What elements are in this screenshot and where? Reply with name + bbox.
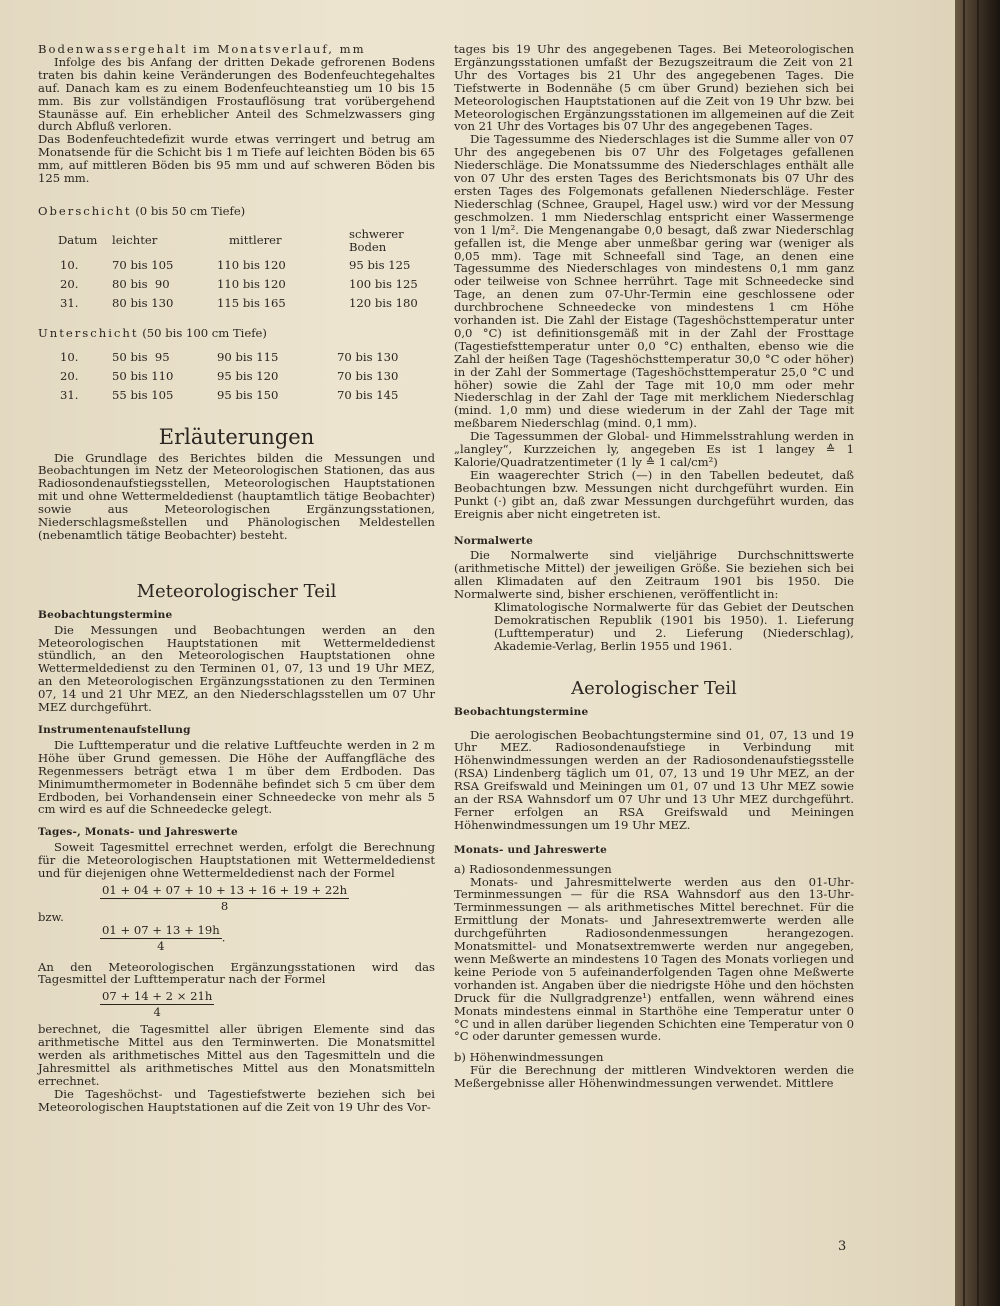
cell-date: 10. [60, 349, 79, 364]
symbols-paragraph: Ein waagerechter Strich (—) in den Tabellen bedeutet, daß Beobachtungen bzw. Messungen nicht durchgeführt wurden. Ein Punkt (·) gibt an, daß zwar Messungen durchgeführt wurden, das Ereignis aber nicht eingetreten ist. [454, 467, 854, 521]
observation-times-paragraph: Die Messungen und Beobachtungen werden an den Meteorologischen Hauptstationen mit Wettermeldedienst stündlich, an den Meteorologischen Hauptstationen ohne Wettermeldedienst zu den Terminen 01, 07, 13 und 19 Uhr MEZ, an den Meteorologischen Ergänzungsstationen zu den Terminen 07, 14 und 21 Uhr MEZ, an den Niederschlagsstellen um 07 Uhr MEZ durchgeführt. [38, 622, 435, 715]
cell-light: 50 bis 95 [112, 349, 170, 364]
lower-layer-depth: (50 bis 100 cm Tiefe) [142, 325, 267, 340]
header-light: leichter [112, 233, 158, 248]
upper-layer-depth: (0 bis 50 cm Tiefe) [135, 203, 246, 218]
cell-medium: 95 bis 150 [217, 387, 279, 402]
soil-paragraph-1: Infolge des bis Anfang der dritten Dekade gefrorenen Bodens traten bis dahin keine Veränderungen des Bodenfeuchtegehaltes auf. Danach kam es zu einem Bodenfeuchteanstieg um 10 bis 15 mm. Bis zur vollständigen Frostauflösung trat vorübergehend Staunässe auf. Ein erheblicher Anteil des Schmelzwassers ging durch Abfluß verloren. [38, 54, 435, 134]
cell-medium: 110 bis 120 [217, 276, 286, 291]
supplementary-stations-paragraph: An den Meteorologischen Ergänzungsstationen wird das Tagesmittel der Lufttemperatur nach der Formel [38, 959, 435, 987]
normal-values-paragraph: Die Normalwerte sind vieljährige Durchschnittswerte (arithmetische Mittel) der jeweiligen Größe. Sie beziehen sich bei allen Klimadaten auf den Zeitraum 1901 bis 1950. Die Normalwerte sind, bisher erschienen, veröffentlicht in: [454, 548, 854, 602]
left-column [38, 43, 435, 1113]
table-row [58, 386, 398, 405]
table-row [58, 275, 435, 294]
daily-values-heading: Tages-, Monats- und Jahreswerte [38, 826, 238, 839]
meteorological-part-heading: Meteorologischer Teil [136, 580, 337, 602]
formula-4-terms [38, 924, 435, 953]
radiation-paragraph: Die Tagessummen der Global- und Himmelsstrahlung werden in „langley“, Kurzzeichen ly, angegeben Es ist 1 langey ≙ 1 Kalorie/Quadratzentimeter (1 ly ≙ 1 cal/cm²) [454, 429, 854, 469]
cell-light: 70 bis 105 [112, 257, 174, 272]
lower-layer-caption [38, 327, 435, 340]
aerological-part-heading: Aerologischer Teil [571, 677, 737, 699]
fraction-denominator: 4 [153, 1005, 161, 1020]
spine-fold-line [977, 0, 979, 1306]
instrument-setup-heading: Instrumentenaufstellung [38, 724, 191, 736]
cell-heavy: 70 bis 130 [337, 349, 399, 364]
cell-date: 20. [60, 368, 79, 383]
header-datum: Datum [58, 233, 98, 248]
header-medium: mittlerer [229, 233, 282, 248]
fraction [100, 990, 214, 1019]
cell-medium: 110 bis 120 [217, 257, 286, 272]
spine-fold-line [963, 0, 965, 1306]
cell-light: 50 bis 110 [112, 368, 174, 383]
fraction-numerator: 01 + 07 + 13 + 19h [102, 922, 220, 937]
table-row [58, 367, 398, 386]
soil-paragraph-2: Das Bodenfeuchtedefizit wurde etwas verringert und betrug am Monatsende für die Schicht bis 1 m Tiefe auf leichten Böden bis 65 mm, auf mittleren Böden bis 95 mm und auf schweren Böden bis 125 mm. [38, 132, 435, 186]
precipitation-paragraph: Die Tagessumme des Niederschlages ist die Summe aller von 07 Uhr des angegebenen bis 07 Uhr des Folgetages gefallenen Niederschläge. Die Monatssumme des Niederschlages enthält alle von 07 Uhr des ersten Tages des Berichtsmonats bis 07 Uhr des ersten Tages des Folgemonats gefallenen Niederschläge. Fester Niederschlag (Schnee, Graupel, Hagel usw.) wird vor der Messung geschmolzen. 1 mm Niederschlag entspricht einer Wassermenge von 1 l/m². Die Mengenangabe 0,0 besagt, daß zwar Niederschlag gefallen ist, die Menge aber unmeßbar gering war (weniger als 0,05 mm). Tage mit Schneefall sind Tage, an denen eine Tagessumme des Niederschlages von mindestens 0,1 mm ganz oder teilweise von Schnee herrührt. Tage mit Schneedecke sind Tage, an denen zum 07-Uhr-Termin eine geschlossene oder durchbrochene Schneedecke von mindestens 1 cm Höhe vorhanden ist. Die Zahl der Eistage (Tageshöchsttemperatur unter 0,0 °C) ist definitionsgemäß mit in der Zahl der Frosttage (Tagestiefsttemperatur unter 0,0 °C) enthalten, ebenso wie die Zahl der heißen Tage (Tageshöchsttemperatur 30,0 °C oder höher) in der Zahl der Sommertage (Tageshöchsttemperatur 25,0 °C und höher) sowie die Zahl der Tage mit 10,0 mm oder mehr Niederschlag in der Zahl der Tage mit merklichem Niederschlag (mind. 1,0 mm) und diese wiederum in der Zahl der Tage mit meßbarem Niederschlag (mind. 0,1 mm). [454, 132, 854, 431]
lower-layer-table [58, 348, 398, 405]
extreme-values-paragraph: Die Tageshöchst- und Tagestiefstwerte beziehen sich bei Meteorologischen Hauptstationen auf die Zeit von 19 Uhr des Vor- [38, 1086, 435, 1114]
fraction [100, 924, 222, 953]
radiosonde-paragraph: Monats- und Jahresmittelwerte werden aus den 01-Uhr-Terminmessungen — für die RSA Wahnsdorf aus den 13-Uhr-Terminmessungen — als arithmetisches Mittel berechnet. Für die Ermittlung der Monats- und Jahresextremwerte werden alle durchgeführten Radiosondenmessungen herangezogen. Monatsmittel- und Monatsextremwerte werden nur angegeben, wenn Meßwerte an mindestens 10 Tagen des Monats vorliegen und keine Periode von 5 aufeinanderfolgenden Tagen ohne Meßwerte vorhanden ist. Angaben über die niedrigste Höhe und den höchsten Druck für die Nullgradgrenze¹) entfallen, wenn während eines Monats mindestens einmal in Starthöhe eine Temperatur unter 0 °C und in allen darüber liegenden Schichten eine Temperatur von 0 °C oder darunter gemessen wurde. [454, 874, 854, 1044]
fraction [100, 884, 349, 913]
table-row [58, 256, 435, 275]
book-spine [955, 0, 1000, 1306]
cell-heavy: 120 bis 180 [349, 295, 418, 310]
cell-medium: 95 bis 120 [217, 368, 279, 383]
continuation-paragraph: tages bis 19 Uhr des angegebenen Tages. Bei Meteorologischen Ergänzungsstationen umfaßt der Bezugszeitraum die Zeit von 21 Uhr des Vortages bis 21 Uhr des angegebenen Tages. Die Tiefstwerte in Bodennähe (5 cm über Grund) beziehen sich bei Meteorologischen Hauptstationen auf die Zeit von 19 Uhr bzw. bei Meteorologischen Ergänzungsstationen im allgemeinen auf die Zeit von 21 Uhr des Vortages bis 07 Uhr des angegebenen Tages. [454, 42, 854, 134]
erlaeuterungen-heading: Erläuterungen [158, 424, 315, 449]
cell-heavy: 95 bis 125 [349, 257, 411, 272]
table-row [58, 348, 398, 367]
formula-8-terms [38, 884, 435, 913]
radiosonde-label: a) Radiosondenmessungen [454, 861, 612, 876]
cell-heavy: 100 bis 125 [349, 276, 418, 291]
cell-date: 20. [60, 276, 79, 291]
fraction-numerator: 01 + 04 + 07 + 10 + 13 + 16 + 19 + 22h [102, 882, 348, 897]
upper-layer-caption [38, 205, 435, 218]
page-number: 3 [838, 1239, 847, 1254]
fraction-denominator: 4 [157, 938, 165, 953]
upper-layer-label: Oberschicht [38, 203, 132, 218]
fraction-numerator: 07 + 14 + 2 × 21h [102, 989, 213, 1004]
upper-wind-label: b) Höhenwindmessungen [454, 1050, 604, 1065]
cell-medium: 115 bis 165 [217, 295, 286, 310]
cell-date: 31. [60, 387, 79, 402]
cell-light: 80 bis 130 [112, 295, 174, 310]
formula-supplementary [38, 990, 435, 1019]
cell-heavy: 70 bis 145 [337, 387, 399, 402]
observation-times-heading: Beobachtungstermine [38, 608, 173, 621]
right-column [454, 43, 854, 1090]
cell-light: 55 bis 105 [112, 387, 174, 402]
upper-wind-paragraph: Für die Berechnung der mittleren Windvektoren werden die Meßergebnisse aller Höhenwindmessungen verwendet. Mittlere [454, 1063, 854, 1091]
cell-medium: 90 bis 115 [217, 349, 279, 364]
cell-heavy: 70 bis 130 [337, 368, 399, 383]
normal-values-reference: Klimatologische Normalwerte für das Gebiet der Deutschen Demokratischen Republik (1901 bis 1950). 1. Lieferung (Lufttemperatur) und 2. Lieferung (Niederschlag), Akademie-Verlag, Berlin 1955 und 1961. [494, 600, 854, 653]
normal-values-heading: Normalwerte [454, 534, 534, 547]
computed-paragraph: berechnet, die Tagesmittel aller übrigen Elemente sind das arithmetische Mittel aus den Terminwerten. Die Monatsmittel werden als arithmetisches Mittel aus den Tagesmitteln und die Jahresmittel als arithmetisches Mittel aus den Monatsmitteln errechnet. [38, 1022, 435, 1088]
table-header-row [58, 226, 435, 256]
upper-layer-table [58, 226, 435, 313]
lower-layer-label: Unterschicht [38, 325, 139, 340]
soil-section-title: Bodenwassergehalt im Monatsverlauf, mm [38, 42, 366, 56]
erlaeuterungen-paragraph: Die Grundlage des Berichtes bilden die Messungen und Beobachtungen im Netz der Meteorologischen Stationen, das aus Radiosondenaufstiegsstellen, Meteorologischen Hauptstationen mit und ohne Wettermeldedienst (hauptamtlich tätige Beobachter) sowie aus Meteorologischen Ergänzungsstationen, Niederschlagsmeßstellen und Phänologischen Meldestellen (nebenamtlich tätige Beobachter) besteht. [38, 450, 435, 542]
monthly-yearly-values-heading: Monats- und Jahreswerte [454, 843, 608, 856]
formula-period: . [221, 930, 226, 945]
table-row [58, 294, 435, 313]
aero-observation-times-paragraph: Die aerologischen Beobachtungstermine sind 01, 07, 13 und 19 Uhr MEZ. Radiosondenaufstiege in Verbindung mit Höhenwindmessungen werden an der Radiosondenaufstiegsstelle (RSA) Lindenberg täglich um 01, 07, 13 und 19 Uhr MEZ, an der RSA Greifswald und Meiningen um 01, 07 und 13 Uhr MEZ sowie an der RSA Wahnsdorf um 07 Uhr und 13 Uhr MEZ durchgeführt. Ferner erfolgen an RSA Greifswald und Meiningen Höhenwindmessungen um 19 Uhr MEZ. [454, 727, 854, 832]
daily-values-paragraph: Soweit Tagesmittel errechnet werden, erfolgt die Berechnung für die Meteorologischen Hauptstationen mit Wettermeldedienst und für diejenigen ohne Wettermeldedienst nach der Formel [38, 840, 435, 881]
aero-observation-times-heading: Beobachtungstermine [454, 705, 589, 718]
instrument-setup-paragraph: Die Lufttemperatur und die relative Luftfeuchte werden in 2 m Höhe über Grund gemessen. Die Höhe der Auffangfläche des Regenmessers beträgt etwa 1 m über dem Erdboden. Das Minimumthermometer in Bodennähe befindet sich 5 cm über dem Erdboden, bei Vorhandensein einer Schneedecke von mehr als 5 cm wird es auf die Schneedecke gelegt. [38, 737, 435, 817]
fraction-denominator: 8 [220, 898, 229, 913]
bzw-text: bzw. [38, 909, 64, 924]
cell-date: 10. [60, 257, 79, 272]
cell-light: 80 bis 90 [112, 276, 170, 291]
cell-date: 31. [60, 295, 79, 310]
header-heavy: schwerer Boden [349, 226, 404, 254]
